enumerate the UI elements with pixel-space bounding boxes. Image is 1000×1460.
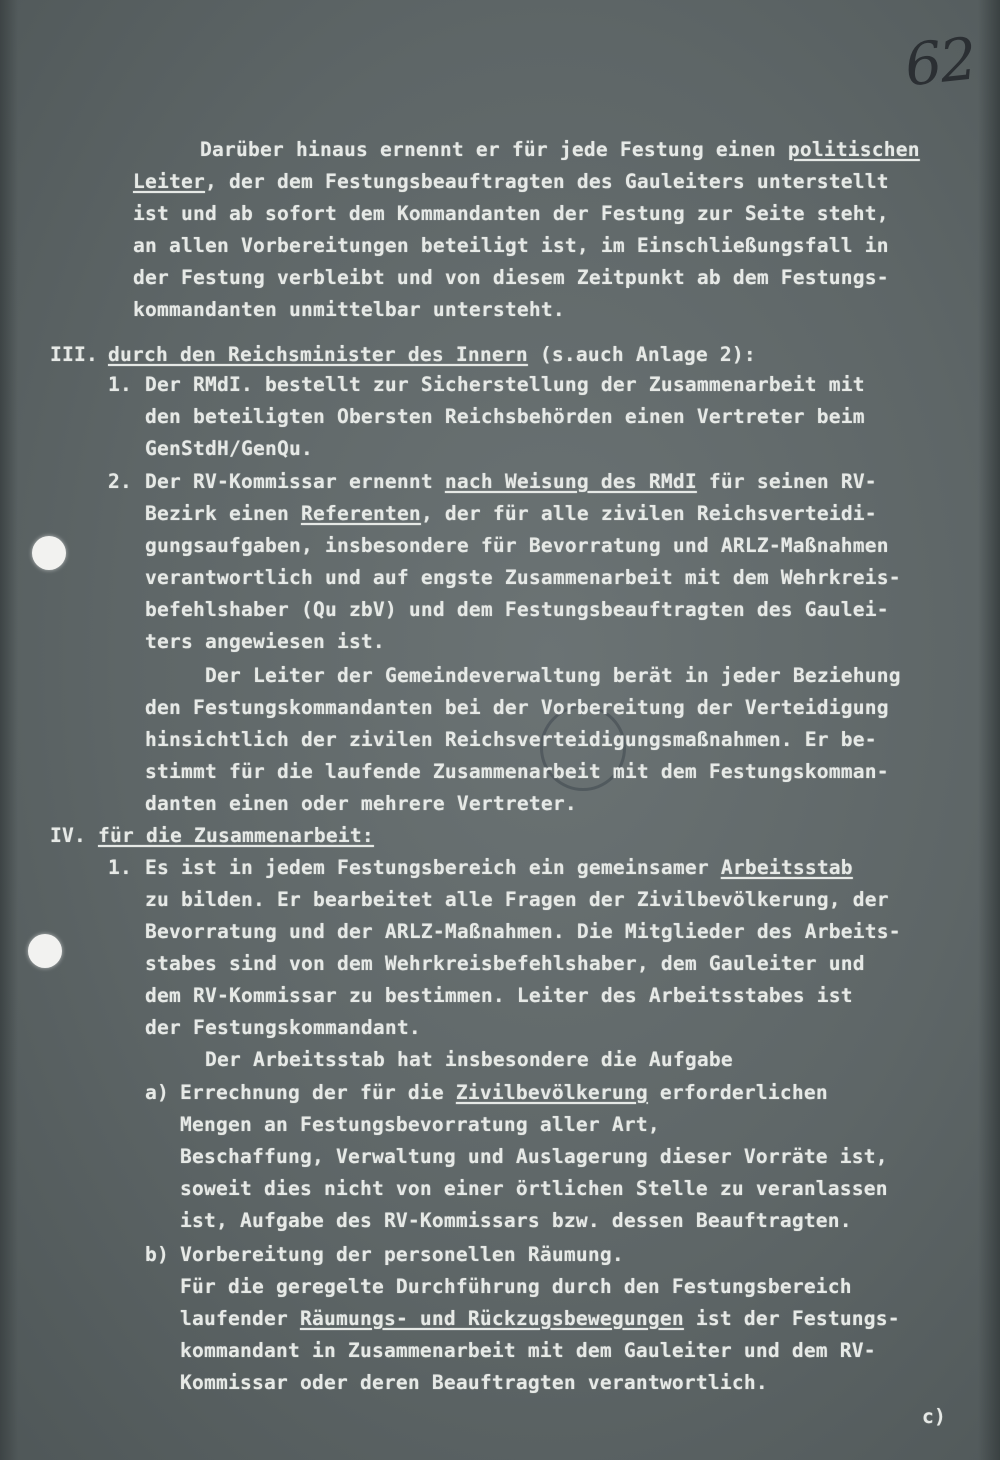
task-b-line-3: laufender Räumungs- und Rückzugsbewegungen ist der Festungs-	[180, 1307, 900, 1330]
section-4-item-1-number: 1.	[108, 856, 132, 879]
section-3-paragraph-line-2: den Festungskommandanten bei der Vorbereitung der Verteidigung	[145, 696, 889, 719]
section-3-paragraph-line-5: danten einen oder mehrere Vertreter.	[145, 792, 577, 815]
punch-hole-upper	[32, 536, 66, 570]
section-3-paragraph-line-4: stimmt für die laufende Zusammenarbeit mit dem Festungskomman-	[145, 760, 889, 783]
section-4-item-1-line-3: Bevorratung und der ARLZ-Maßnahmen. Die Mitglieder des Arbeits-	[145, 920, 901, 943]
section-3-item-1-line-3: GenStdH/GenQu.	[145, 437, 313, 460]
section-3-item-2-line-2: Bezirk einen Referenten, der für alle zivilen Reichsverteidi-	[145, 502, 877, 525]
section-4-item-1-line-6: der Festungskommandant.	[145, 1016, 421, 1039]
section-3-item-1-number: 1.	[108, 373, 132, 396]
section-3-paragraph-line-3: hinsichtlich der zivilen Reichsverteidigungsmaßnahmen. Er be-	[145, 728, 877, 751]
section-3-heading: durch den Reichsminister des Innern (s.auch Anlage 2):	[108, 343, 756, 366]
task-a-line-4: soweit dies nicht von einer örtlichen Stelle zu veranlassen	[180, 1177, 888, 1200]
task-intro: Der Arbeitsstab hat insbesondere die Aufgabe	[205, 1048, 733, 1071]
task-a-line-3: Beschaffung, Verwaltung und Auslagerung dieser Vorräte ist,	[180, 1145, 888, 1168]
task-a-line-2: Mengen an Festungsbevorratung aller Art,	[180, 1113, 660, 1136]
task-b-line-5: Kommissar oder deren Beauftragten verantwortlich.	[180, 1371, 768, 1394]
section-3-item-1-line-1: Der RMdI. bestellt zur Sicherstellung der Zusammenarbeit mit	[145, 373, 865, 396]
intro-line-5: der Festung verbleibt und von diesem Zeitpunkt ab dem Festungs-	[133, 266, 889, 289]
page-shadow-right	[978, 0, 1000, 1460]
punch-hole-lower	[28, 934, 62, 968]
handwritten-page-number: 62	[901, 24, 979, 100]
task-b-line-2: Für die geregelte Durchführung durch den Festungsbereich	[180, 1275, 852, 1298]
section-3-item-2-number: 2.	[108, 470, 132, 493]
section-3-item-1-line-2: den beteiligten Obersten Reichsbehörden einen Vertreter beim	[145, 405, 865, 428]
page-shadow-left	[0, 0, 18, 1460]
section-4-number: IV.	[50, 824, 86, 847]
section-4-item-1-line-2: zu bilden. Er bearbeitet alle Fragen der Zivilbevölkerung, der	[145, 888, 889, 911]
section-3-number: III.	[50, 343, 98, 366]
section-3-item-2-line-5: befehlshaber (Qu zbV) und dem Festungsbeauftragten des Gaulei-	[145, 598, 889, 621]
section-4-item-1-line-5: dem RV-Kommissar zu bestimmen. Leiter des Arbeitsstabes ist	[145, 984, 853, 1007]
task-a-marker: a)	[145, 1081, 169, 1104]
section-3-paragraph-line-1: Der Leiter der Gemeindeverwaltung berät in jeder Beziehung	[205, 664, 901, 687]
section-4-item-1-line-1: Es ist in jedem Festungsbereich ein gemeinsamer Arbeitsstab	[145, 856, 853, 879]
intro-line-4: an allen Vorbereitungen beteiligt ist, im Einschließungsfall in	[133, 234, 889, 257]
intro-line-2: Leiter, der dem Festungsbeauftragten des Gauleiters unterstellt	[133, 170, 889, 193]
catchword: c)	[922, 1405, 946, 1428]
section-4-item-1-line-4: stabes sind von dem Wehrkreisbefehlshaber, dem Gauleiter und	[145, 952, 865, 975]
task-b-line-1: Vorbereitung der personellen Räumung.	[180, 1243, 624, 1266]
section-4-heading: für die Zusammenarbeit:	[98, 824, 374, 847]
section-3-item-2-line-4: verantwortlich und auf engste Zusammenarbeit mit dem Wehrkreis-	[145, 566, 901, 589]
intro-line-1: Darüber hinaus ernennt er für jede Festung einen politischen	[200, 138, 920, 161]
intro-line-6: kommandanten unmittelbar untersteht.	[133, 298, 565, 321]
task-b-line-4: kommandant in Zusammenarbeit mit dem Gauleiter und dem RV-	[180, 1339, 876, 1362]
task-a-line-5: ist, Aufgabe des RV-Kommissars bzw. dessen Beauftragten.	[180, 1209, 852, 1232]
task-b-marker: b)	[145, 1243, 169, 1266]
section-3-item-2-line-6: ters angewiesen ist.	[145, 630, 385, 653]
section-3-item-2-line-3: gungsaufgaben, insbesondere für Bevorratung und ARLZ-Maßnahmen	[145, 534, 889, 557]
task-a-line-1: Errechnung der für die Zivilbevölkerung erforderlichen	[180, 1081, 828, 1104]
intro-line-3: ist und ab sofort dem Kommandanten der Festung zur Seite steht,	[133, 202, 889, 225]
section-3-item-2-line-1: Der RV-Kommissar ernennt nach Weisung des RMdI für seinen RV-	[145, 470, 877, 493]
